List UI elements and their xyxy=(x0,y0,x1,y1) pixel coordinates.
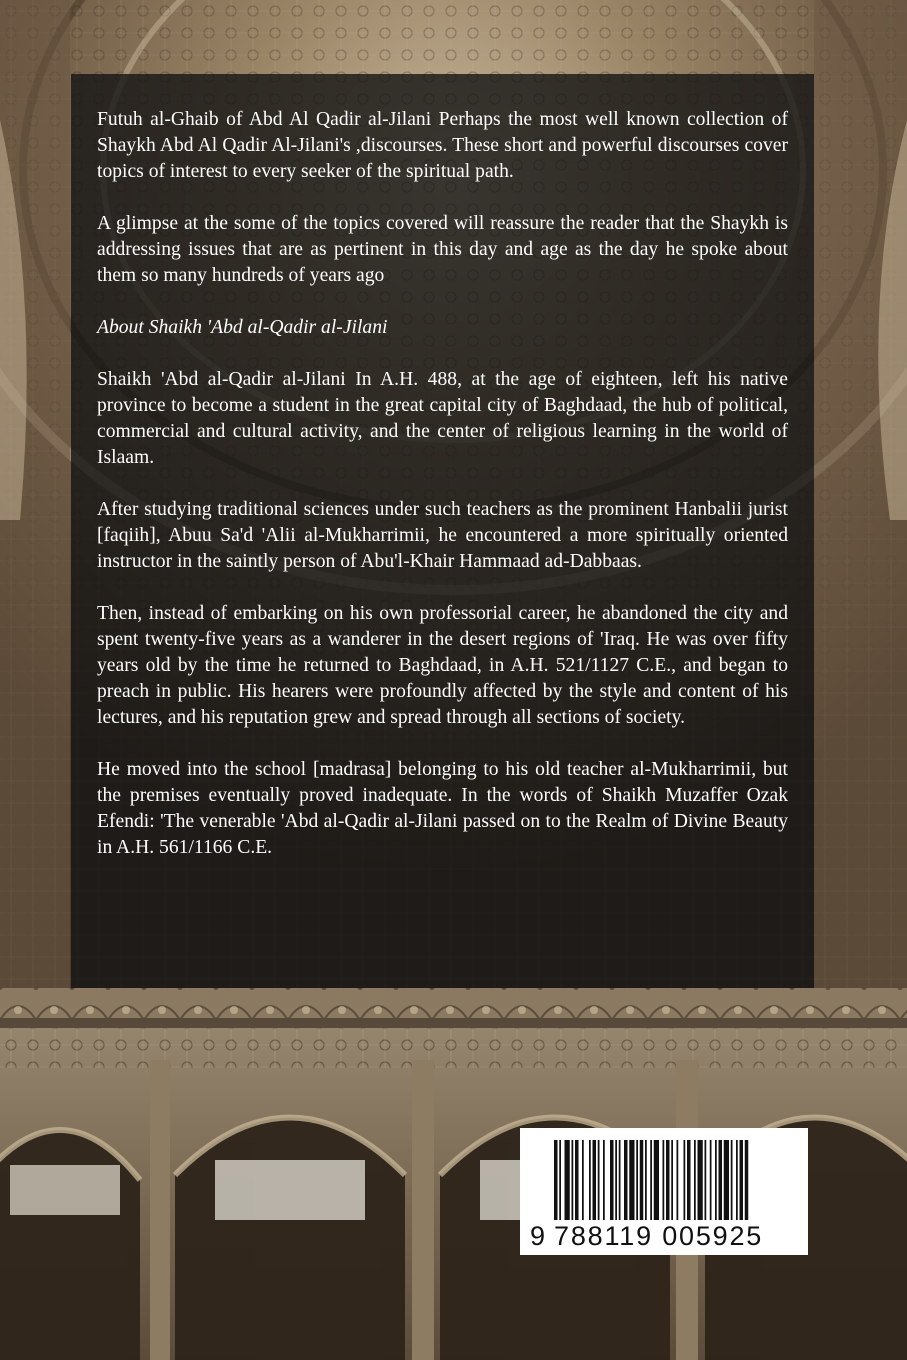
barcode-bar xyxy=(687,1140,691,1220)
barcode-bar xyxy=(593,1140,597,1220)
intro-paragraph: Futuh al-Ghaib of Abd Al Qadir al-Jilani Perhaps the most well known collection of Shaykh Abd Al Qadir Al-Jilani's ,discourses. These short and powerful discourses cover topics of interest to every seeker of the spiritual path. xyxy=(97,109,788,182)
biography-paragraph-2: After studying traditional sciences under such teachers as the prominent Hanbalii jurist [faqiih], Abuu Sa'd 'Alii al-Mukharrimii, he encountered a more spiritually oriented instructor in the saintly person of Abu'l-Khair Hammaad ad-Dabbaas. xyxy=(97,499,788,572)
barcode-bar xyxy=(598,1140,600,1220)
barcode-bar xyxy=(715,1140,717,1220)
barcode-bar xyxy=(654,1140,659,1220)
biography-paragraph-1: Shaikh 'Abd al-Qadir al-Jilani In A.H. 488, at the age of eighteen, left his native province to become a student in the great capital city of Baghdaad, the hub of political, commercial and cultural activity, and the center of religious learning in the world of Islaam. xyxy=(97,369,788,468)
barcode-bar xyxy=(677,1140,679,1220)
barcode-bar xyxy=(666,1140,670,1220)
barcode-bar xyxy=(559,1140,561,1220)
barcode-bar xyxy=(663,1140,665,1220)
barcode-bar xyxy=(565,1140,570,1220)
barcode-bar xyxy=(603,1140,605,1220)
barcode-bar xyxy=(745,1140,749,1220)
barcode-bar xyxy=(619,1140,621,1220)
description-panel xyxy=(71,74,814,988)
barcode-bar xyxy=(650,1140,652,1220)
barcode-bar xyxy=(629,1140,634,1220)
barcode-bar xyxy=(731,1140,733,1220)
isbn-barcode xyxy=(520,1128,808,1255)
biography-paragraph-3: Then, instead of embarking on his own professorial career, he abandoned the city and spent twenty-five years as a wanderer in the desert regions of 'Iraq. He was over fifty years old by the time he returned to Baghdaad, in A.H. 521/1127 C.E., and began to preach in public. His hearers were profoundly affected by the style and content of his lectures, and his reputation grew and spread through all sections of society. xyxy=(97,603,788,728)
barcode-bar xyxy=(724,1140,729,1220)
barcode-digits: 788119 005925 xyxy=(554,1221,764,1251)
barcode-bar xyxy=(624,1140,628,1220)
barcode-bar xyxy=(615,1140,617,1220)
barcode-bar xyxy=(572,1140,574,1220)
barcode-bar xyxy=(589,1140,591,1220)
barcode-bar xyxy=(684,1140,686,1220)
topics-paragraph: A glimpse at the some of the topics covered will reassure the reader that the Shaykh is addressing issues that are as pertinent in this day and age as the day he spoke about them so many hundreds of years ago xyxy=(97,213,788,286)
barcode-bar xyxy=(554,1140,558,1220)
barcode-bar xyxy=(610,1140,614,1220)
barcode-bar xyxy=(740,1140,744,1220)
barcode-bar xyxy=(710,1140,712,1220)
barcode-bar xyxy=(575,1140,579,1220)
barcode-bar xyxy=(636,1140,638,1220)
barcode-bar xyxy=(640,1140,644,1220)
barcode-bar xyxy=(582,1140,584,1220)
barcode-bar xyxy=(671,1140,673,1220)
barcode-bar xyxy=(705,1140,707,1220)
biography-paragraph-4: He moved into the school [madrasa] belonging to his old teacher al-Mukharrimii, but the premises eventually proved inadequate. In the words of Shaikh Muzaffer Ozak Efendi: 'The venerable 'Abd al-Qadir al-Jilani passed on to the Realm of Divine Beauty in A.H. 561/1166 C.E. xyxy=(97,759,788,858)
barcode-bar xyxy=(698,1140,703,1220)
barcode-bar xyxy=(719,1140,723,1220)
barcode-bar xyxy=(736,1140,738,1220)
about-heading: About Shaikh 'Abd al-Qadir al-Jilani xyxy=(97,317,388,338)
barcode-bar xyxy=(645,1140,647,1220)
barcode-first-digit: 9 xyxy=(530,1221,546,1251)
barcode-bar xyxy=(694,1140,696,1220)
